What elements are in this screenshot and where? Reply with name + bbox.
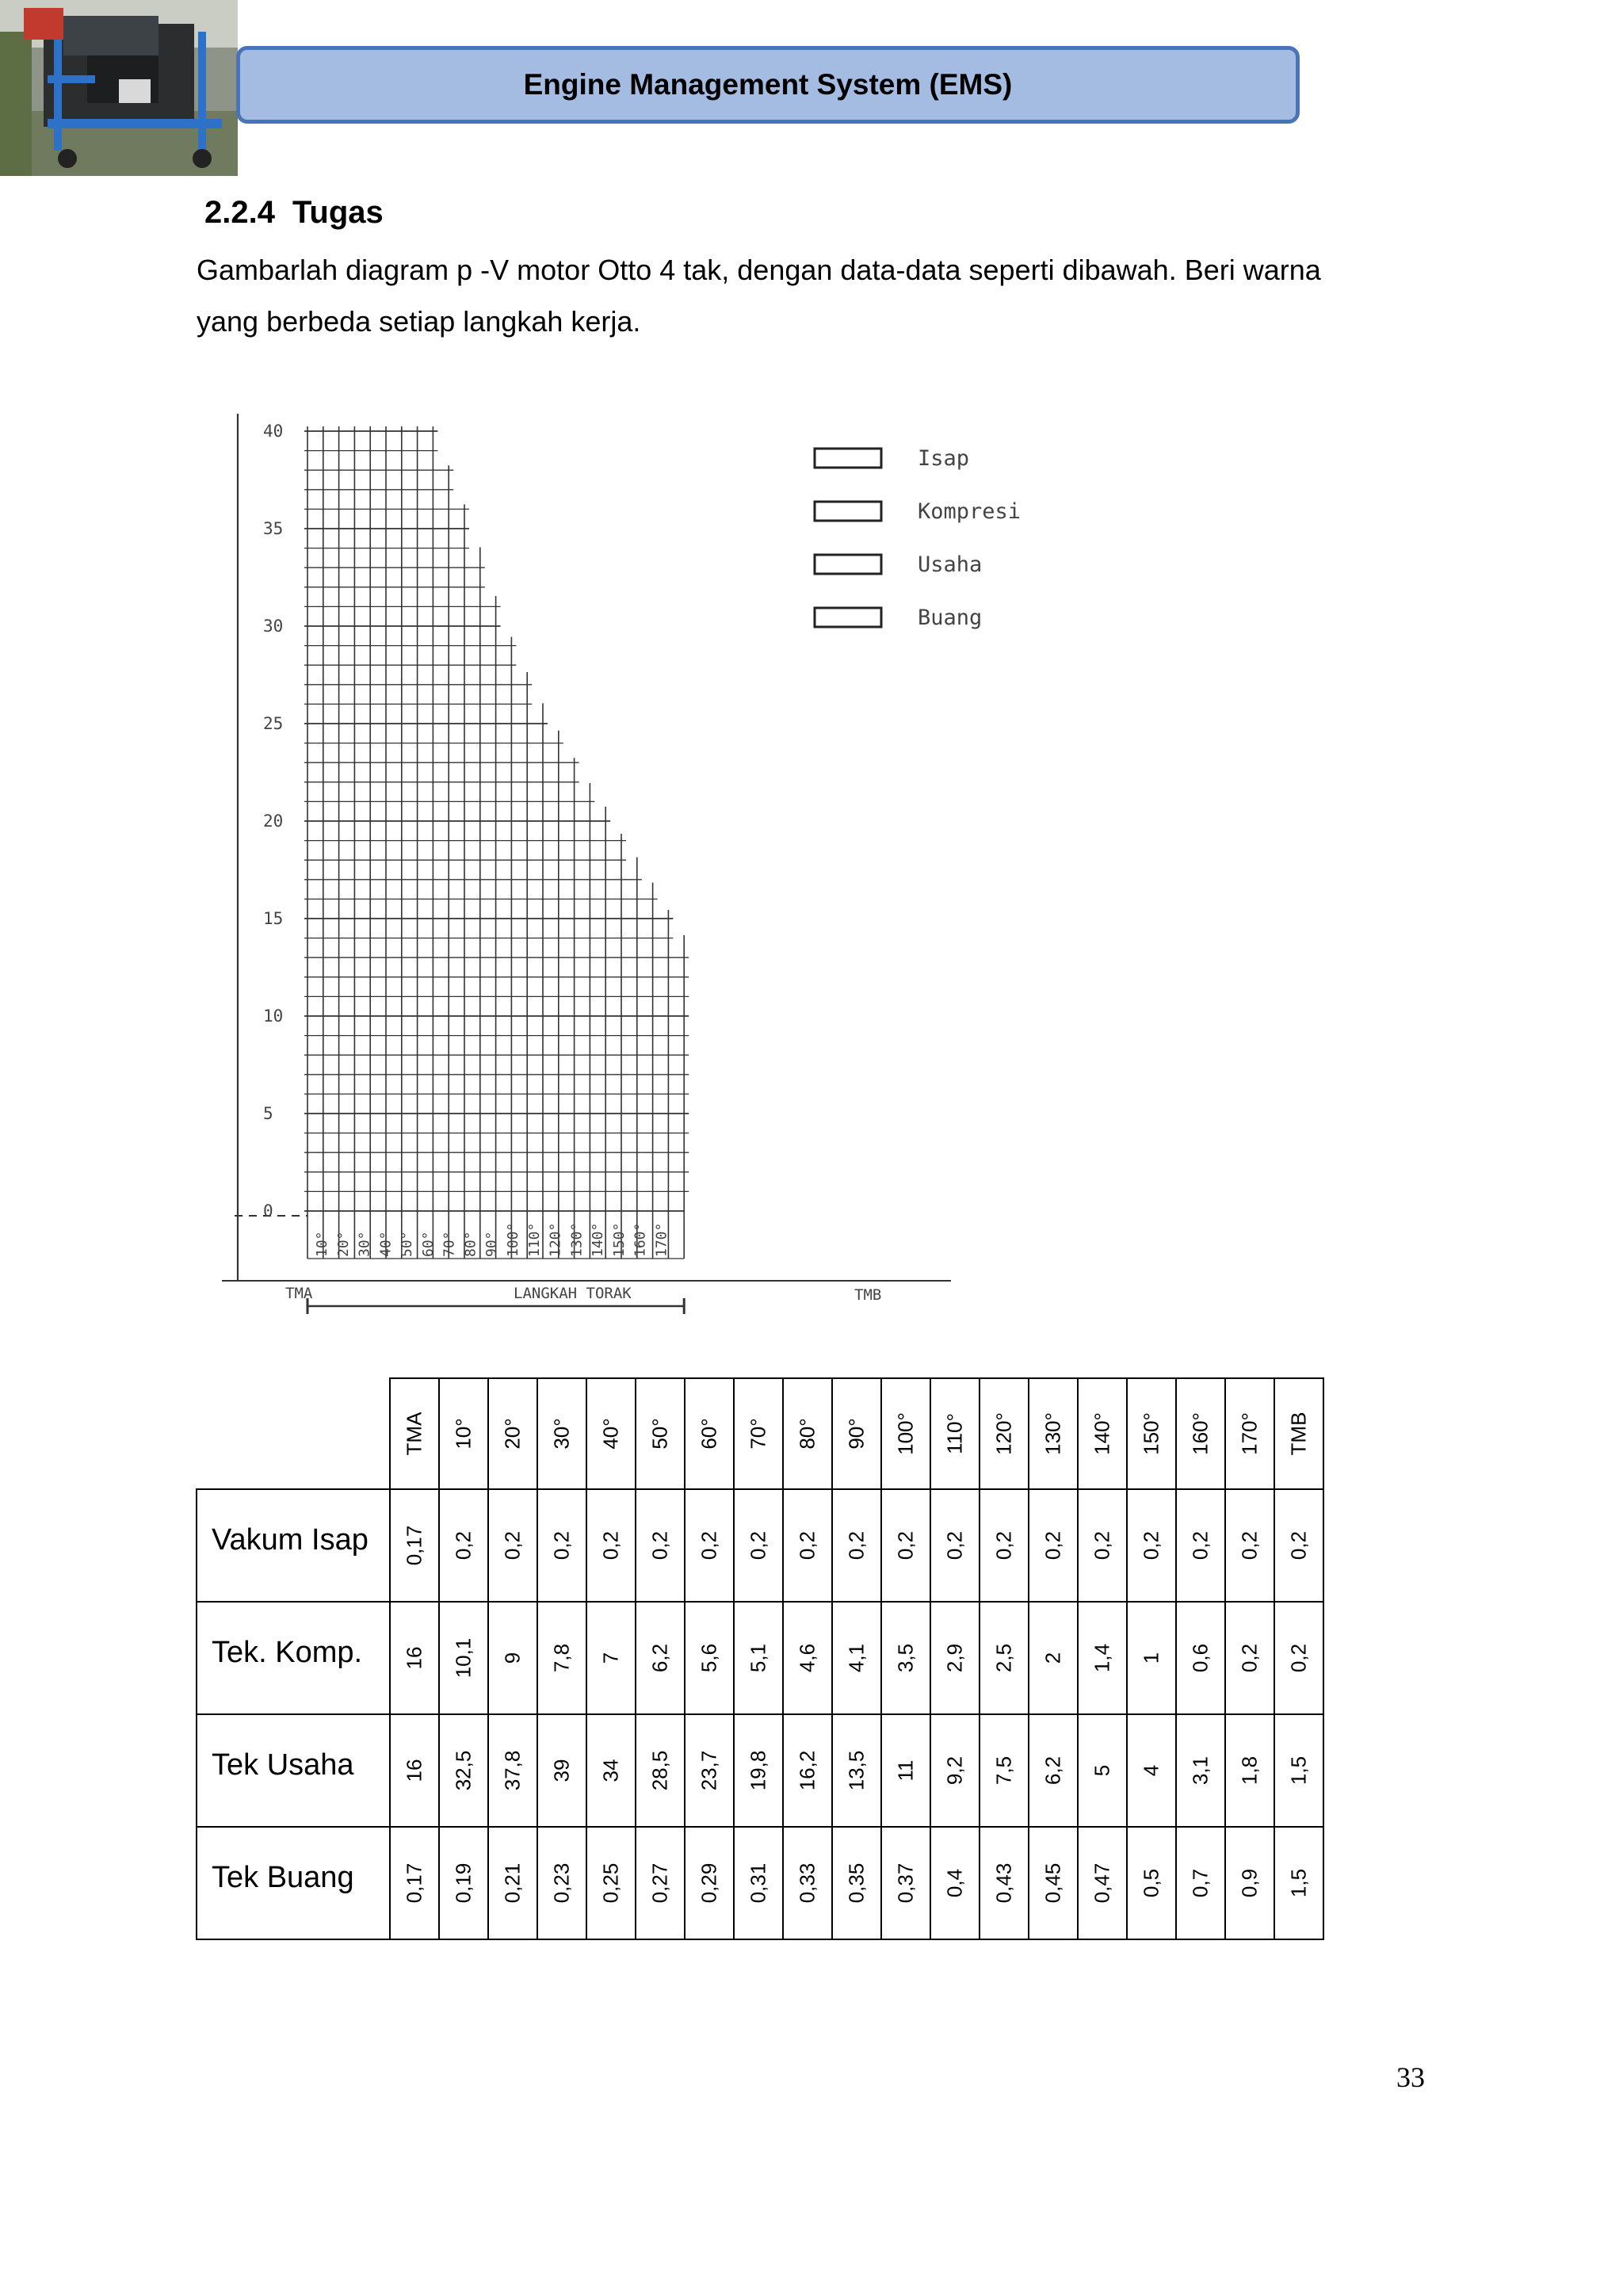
table-cell: [734, 1714, 783, 1827]
table-cell: [734, 1602, 783, 1714]
x-end-label: TMB: [854, 1286, 882, 1304]
column-header: [1078, 1378, 1127, 1489]
table-cell: [930, 1489, 980, 1602]
column-header-label: 50°: [647, 1418, 672, 1450]
cell-value: 7,8: [549, 1643, 574, 1673]
cell-value: 32,5: [451, 1750, 475, 1791]
column-header-label: 140°: [1090, 1412, 1114, 1455]
legend-label: Usaha: [918, 552, 983, 577]
cell-value: 9,2: [942, 1755, 967, 1786]
column-header: [685, 1378, 734, 1489]
section-title: Tugas: [292, 195, 384, 230]
table-cell: [1078, 1827, 1127, 1939]
cell-value: 0,2: [942, 1530, 967, 1561]
table-cell: [636, 1489, 685, 1602]
cell-value: 39: [549, 1759, 574, 1782]
table-cell: [930, 1714, 980, 1827]
table-cell: [1274, 1602, 1323, 1714]
table-cell: [980, 1602, 1029, 1714]
cell-value: 1,8: [1237, 1755, 1262, 1786]
cell-value: 7,5: [991, 1755, 1016, 1786]
table-cell: [980, 1714, 1029, 1827]
x-tick-label: 170°: [653, 1222, 670, 1257]
cell-value: 0,29: [697, 1862, 721, 1904]
table-row: [197, 1489, 1323, 1602]
cell-value: 6,2: [1041, 1755, 1065, 1786]
x-tick-label: 160°: [632, 1222, 649, 1257]
table-cell: [1225, 1489, 1274, 1602]
table-cell: [537, 1489, 586, 1602]
cell-value: 11: [893, 1759, 918, 1782]
table-cell: [930, 1827, 980, 1939]
x-tick-label: 60°: [419, 1231, 437, 1257]
cell-value: 5: [1090, 1764, 1114, 1777]
column-header: [636, 1378, 685, 1489]
x-tick-label: 80°: [462, 1231, 479, 1257]
column-header: [1176, 1378, 1225, 1489]
table-corner: [197, 1378, 390, 1489]
x-tick-label: 140°: [590, 1222, 607, 1257]
table-cell: [636, 1714, 685, 1827]
table-cell: [685, 1827, 734, 1939]
header-title: Engine Management System (EMS): [523, 68, 1013, 101]
pv-diagram-grid: [214, 379, 1022, 1336]
x-tick-label: 100°: [504, 1222, 521, 1257]
table-cell: [1176, 1827, 1225, 1939]
table-cell: [1127, 1489, 1176, 1602]
cell-value: 37,8: [500, 1750, 525, 1791]
engine-trainer-photo: [0, 0, 238, 176]
table-header-row: [197, 1378, 1323, 1489]
cell-value: 2,9: [942, 1643, 967, 1673]
cell-value: 10,1: [451, 1637, 475, 1679]
table-cell: [439, 1489, 488, 1602]
cell-value: 0,2: [598, 1530, 623, 1561]
y-tick-label: 25: [263, 714, 284, 733]
column-header-label: 160°: [1188, 1412, 1212, 1455]
column-header: [1225, 1378, 1274, 1489]
table-cell: [832, 1602, 881, 1714]
column-header: [783, 1378, 832, 1489]
cell-value: 0,2: [795, 1530, 819, 1561]
grid-lines: [304, 426, 689, 1259]
table-cell: [488, 1489, 537, 1602]
cell-value: 2: [1041, 1652, 1065, 1664]
pressure-data-table: [196, 1377, 1324, 1940]
table-cell: [537, 1827, 586, 1939]
table-cell: [881, 1602, 930, 1714]
column-header-label: 80°: [795, 1418, 819, 1450]
column-header-label: 90°: [844, 1418, 869, 1450]
cell-value: 16: [402, 1759, 426, 1782]
cell-value: 5,6: [697, 1643, 721, 1673]
table-row: [197, 1827, 1323, 1939]
table-cell: [586, 1489, 636, 1602]
cell-value: 2,5: [991, 1643, 1016, 1673]
column-header-label: 70°: [746, 1418, 770, 1450]
table-cell: [586, 1602, 636, 1714]
cell-value: 19,8: [746, 1750, 770, 1791]
table-cell: [1127, 1827, 1176, 1939]
table-row: [197, 1714, 1323, 1827]
table-row: [197, 1602, 1323, 1714]
table-cell: [390, 1714, 439, 1827]
table-cell: [1274, 1714, 1323, 1827]
cell-value: 0,2: [844, 1530, 869, 1561]
header-banner: [236, 46, 1300, 124]
cell-value: 0,2: [1139, 1530, 1163, 1561]
table-cell: [1274, 1489, 1323, 1602]
y-tick-labels: [263, 422, 283, 1221]
table-cell: [685, 1489, 734, 1602]
axes: [222, 414, 951, 1314]
column-header: [1274, 1378, 1323, 1489]
table-cell: [390, 1602, 439, 1714]
cell-value: 1,4: [1090, 1643, 1114, 1673]
table-cell: [783, 1489, 832, 1602]
table-cell: [881, 1714, 930, 1827]
page-number: 33: [1396, 2061, 1425, 2093]
instruction-line-2: yang berbeda setiap langkah kerja.: [197, 305, 641, 338]
cell-value: 0,25: [598, 1862, 623, 1904]
column-header: [1029, 1378, 1078, 1489]
cell-value: 0,43: [991, 1862, 1016, 1904]
column-header: [586, 1378, 636, 1489]
column-header: [439, 1378, 488, 1489]
table-cell: [439, 1714, 488, 1827]
cell-value: 0,37: [893, 1862, 918, 1904]
table-cell: [586, 1714, 636, 1827]
table-cell: [488, 1827, 537, 1939]
cell-value: 0,23: [549, 1862, 574, 1904]
y-tick-label: 30: [263, 617, 284, 636]
table-cell: [537, 1714, 586, 1827]
table-cell: [488, 1602, 537, 1714]
table-cell: [1029, 1602, 1078, 1714]
cell-value: 0,2: [1090, 1530, 1114, 1561]
y-tick-label: 15: [263, 909, 284, 928]
table-cell: [1029, 1714, 1078, 1827]
column-header: [881, 1378, 930, 1489]
row-label: Vakum Isap: [197, 1489, 390, 1602]
table-cell: [881, 1827, 930, 1939]
table-cell: [832, 1827, 881, 1939]
table-cell: [832, 1714, 881, 1827]
cell-value: 0,2: [1286, 1530, 1311, 1561]
table-cell: [1225, 1714, 1274, 1827]
cell-value: 0,35: [844, 1862, 869, 1904]
table-cell: [439, 1602, 488, 1714]
table-cell: [439, 1827, 488, 1939]
table-cell: [980, 1827, 1029, 1939]
column-header-label: TMB: [1286, 1412, 1311, 1456]
table-cell: [881, 1489, 930, 1602]
cell-value: 1,5: [1286, 1755, 1311, 1786]
cell-value: 28,5: [647, 1750, 672, 1791]
table-cell: [685, 1714, 734, 1827]
cell-value: 6,2: [647, 1643, 672, 1673]
cell-value: 23,7: [697, 1750, 721, 1791]
column-header-label: 30°: [549, 1418, 574, 1450]
cell-value: 0,19: [451, 1862, 475, 1904]
table-cell: [1029, 1827, 1078, 1939]
cell-value: 1: [1139, 1652, 1163, 1664]
cell-value: 0,9: [1237, 1868, 1262, 1898]
table-cell: [783, 1714, 832, 1827]
cell-value: 0,2: [1041, 1530, 1065, 1561]
column-header: [488, 1378, 537, 1489]
cell-value: 4,6: [795, 1643, 819, 1673]
x-tick-label: 90°: [483, 1231, 501, 1257]
cell-value: 7: [598, 1652, 623, 1664]
cell-value: 0,27: [647, 1862, 672, 1904]
x-tick-label: 150°: [610, 1222, 628, 1257]
cell-value: 0,5: [1139, 1868, 1163, 1898]
cell-value: 5,1: [746, 1643, 770, 1673]
table-cell: [783, 1602, 832, 1714]
table-cell: [586, 1827, 636, 1939]
legend-label: Kompresi: [918, 499, 1022, 524]
x-tick-label: 70°: [441, 1231, 458, 1257]
x-tick-label: 120°: [547, 1222, 564, 1257]
row-label: Tek. Komp.: [197, 1602, 390, 1714]
cell-value: 0,2: [500, 1530, 525, 1561]
cell-value: 34: [598, 1759, 623, 1782]
column-header: [832, 1378, 881, 1489]
x-tick-labels: [314, 1223, 670, 1257]
legend: [815, 446, 1021, 630]
cell-value: 0,21: [500, 1862, 525, 1904]
x-tick-label: 110°: [525, 1222, 543, 1257]
table-cell: [734, 1827, 783, 1939]
x-axis-label: LANGKAH TORAK: [514, 1285, 632, 1302]
table-cell: [783, 1827, 832, 1939]
column-header: [980, 1378, 1029, 1489]
x-tick-label: 10°: [314, 1231, 330, 1257]
y-tick-label: 20: [263, 812, 284, 831]
cell-value: 16: [402, 1646, 426, 1670]
column-header-label: 10°: [451, 1418, 475, 1450]
x-tick-label: 30°: [356, 1231, 373, 1257]
table-cell: [1078, 1714, 1127, 1827]
y-tick-label: 0: [263, 1201, 273, 1221]
column-header: [734, 1378, 783, 1489]
table-cell: [1176, 1489, 1225, 1602]
table-cell: [1127, 1602, 1176, 1714]
x-tick-label: 130°: [568, 1222, 586, 1257]
cell-value: 4: [1139, 1764, 1163, 1777]
column-header-label: 130°: [1041, 1412, 1065, 1455]
table-cell: [734, 1489, 783, 1602]
column-header-label: 40°: [598, 1418, 623, 1450]
y-tick-label: 40: [263, 422, 284, 441]
table-cell: [1176, 1602, 1225, 1714]
cell-value: 0,2: [746, 1530, 770, 1561]
table-cell: [636, 1827, 685, 1939]
column-header-label: 60°: [697, 1418, 721, 1450]
y-tick-label: 35: [263, 519, 284, 538]
cell-value: 0,2: [1237, 1530, 1262, 1561]
x-tick-label: 50°: [399, 1231, 416, 1257]
table-cell: [1274, 1827, 1323, 1939]
legend-swatch: [815, 449, 881, 468]
table-cell: [685, 1602, 734, 1714]
column-header: [390, 1378, 439, 1489]
cell-value: 0,2: [991, 1530, 1016, 1561]
cell-value: 0,17: [402, 1862, 426, 1904]
table-cell: [1029, 1489, 1078, 1602]
cell-value: 16,2: [795, 1750, 819, 1791]
table-cell: [1078, 1602, 1127, 1714]
table-cell: [390, 1827, 439, 1939]
cell-value: 0,7: [1188, 1868, 1212, 1898]
table-cell: [1176, 1714, 1225, 1827]
cell-value: 3,1: [1188, 1755, 1212, 1786]
legend-swatch: [815, 555, 881, 574]
x-tick-label: 40°: [377, 1231, 395, 1257]
cell-value: 0,2: [1237, 1643, 1262, 1673]
cell-value: 0,4: [942, 1868, 967, 1898]
x-tick-label: 20°: [334, 1231, 352, 1257]
cell-value: 0,2: [893, 1530, 918, 1561]
column-header-label: 120°: [991, 1412, 1016, 1455]
table-cell: [930, 1602, 980, 1714]
column-header-label: 150°: [1139, 1412, 1163, 1455]
cell-value: 0,47: [1090, 1862, 1114, 1904]
y-tick-label: 10: [263, 1007, 284, 1026]
cell-value: 1,5: [1286, 1868, 1311, 1898]
cell-value: 0,2: [1286, 1643, 1311, 1673]
table-cell: [1127, 1714, 1176, 1827]
cell-value: 0,45: [1041, 1862, 1065, 1904]
cell-value: 4,1: [844, 1643, 869, 1673]
legend-swatch: [815, 608, 881, 627]
row-label: Tek Buang: [197, 1827, 390, 1939]
table-cell: [488, 1714, 537, 1827]
column-header-label: 20°: [500, 1418, 525, 1450]
table-cell: [537, 1602, 586, 1714]
cell-value: 0,31: [746, 1862, 770, 1904]
cell-value: 13,5: [844, 1750, 869, 1791]
x-start-label: TMA: [285, 1285, 313, 1302]
cell-value: 0,2: [697, 1530, 721, 1561]
column-header: [1127, 1378, 1176, 1489]
legend-swatch: [815, 502, 881, 521]
legend-label: Isap: [918, 446, 970, 471]
cell-value: 0,2: [451, 1530, 475, 1561]
table-cell: [1225, 1602, 1274, 1714]
y-tick-label: 5: [263, 1104, 273, 1123]
table-cell: [390, 1489, 439, 1602]
cell-value: 0,2: [549, 1530, 574, 1561]
column-header-label: 110°: [942, 1413, 967, 1454]
table-cell: [1225, 1827, 1274, 1939]
column-header-label: 170°: [1237, 1412, 1262, 1455]
cell-value: 0,2: [647, 1530, 672, 1561]
column-header-label: TMA: [402, 1412, 426, 1456]
table-cell: [980, 1489, 1029, 1602]
cell-value: 0,6: [1188, 1643, 1212, 1673]
column-header-label: 100°: [893, 1412, 918, 1455]
section-heading: [204, 195, 384, 231]
cell-value: 9: [500, 1652, 525, 1664]
row-label: Tek Usaha: [197, 1714, 390, 1827]
column-header: [537, 1378, 586, 1489]
column-header: [930, 1378, 980, 1489]
cell-value: 3,5: [893, 1643, 918, 1673]
cell-value: 0,2: [1188, 1530, 1212, 1561]
section-number: 2.2.4: [204, 195, 275, 230]
table-cell: [832, 1489, 881, 1602]
cell-value: 0,33: [795, 1862, 819, 1904]
table-cell: [1078, 1489, 1127, 1602]
legend-label: Buang: [918, 606, 983, 630]
cell-value: 0,17: [402, 1525, 426, 1566]
instruction-line-1: Gambarlah diagram p -V motor Otto 4 tak, dengan data-data seperti dibawah. Beri warna: [197, 254, 1321, 286]
table-cell: [636, 1602, 685, 1714]
